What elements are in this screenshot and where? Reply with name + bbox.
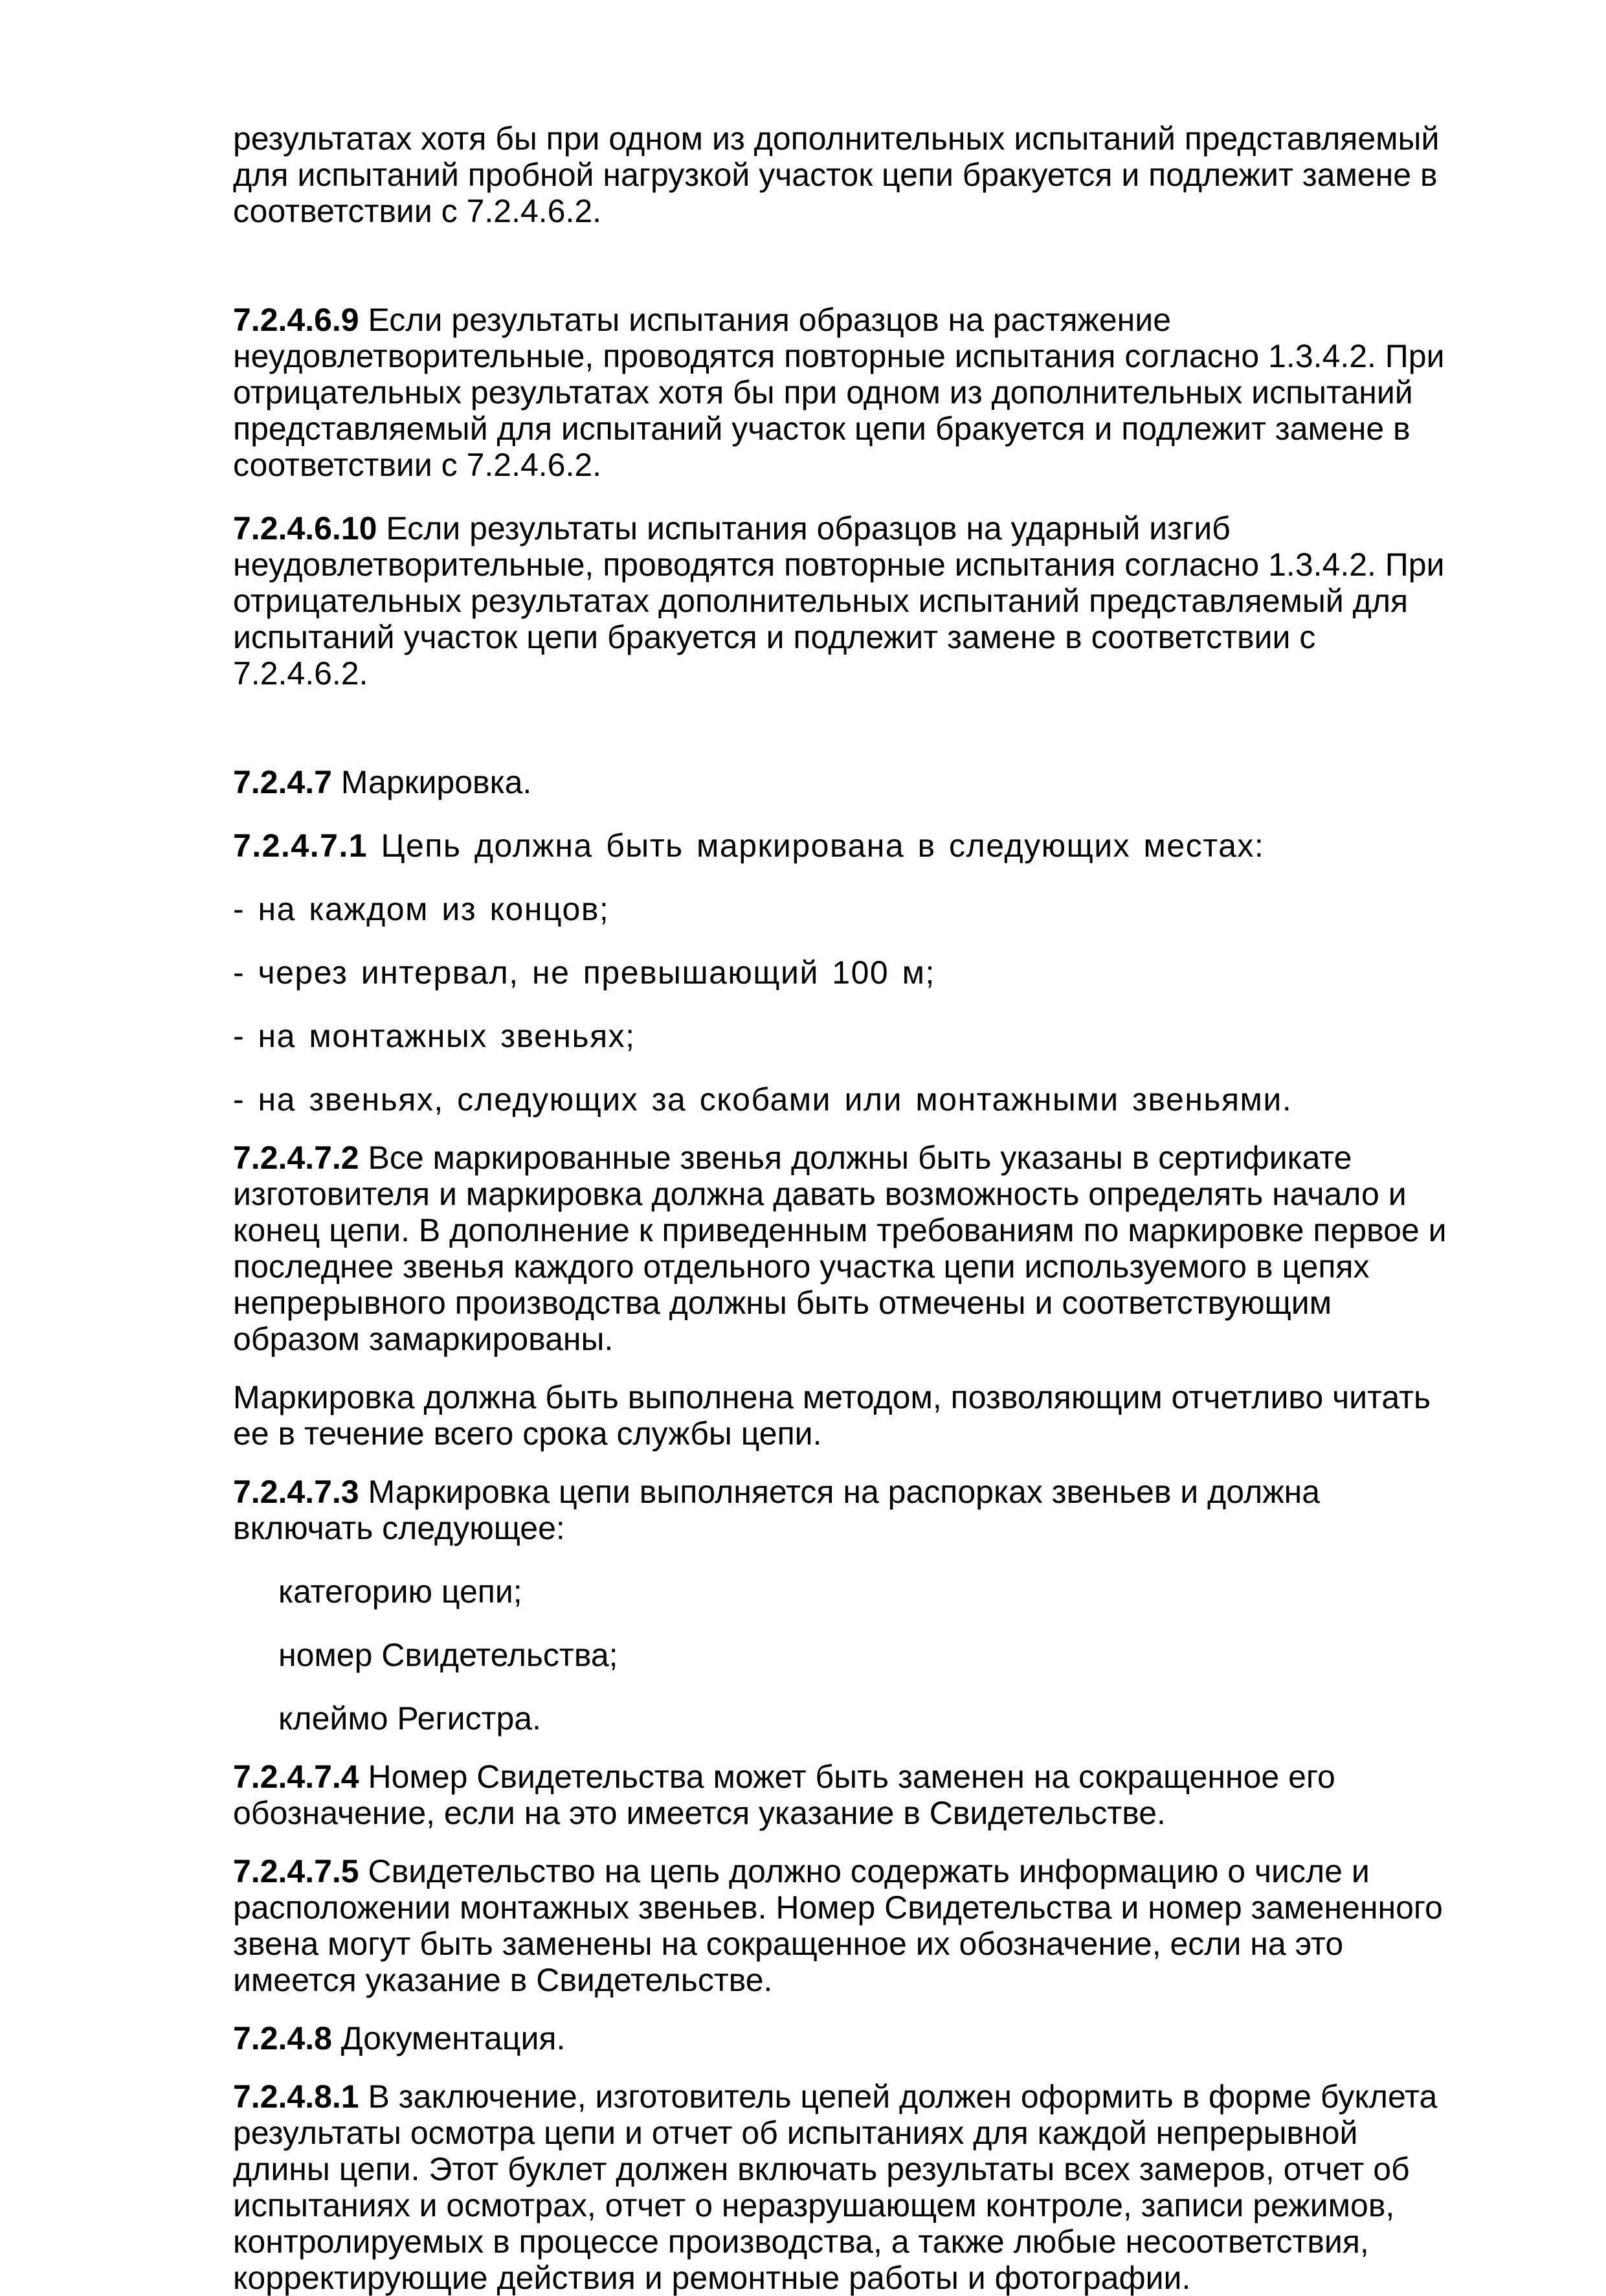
clause-number: 7.2.4.6.10: [233, 510, 377, 546]
heading-7-2-4-7: [233, 764, 1450, 800]
clause-text: Свидетельство на цепь должно содержать информацию о числе и расположении монтажных звеньев. Номер Свидетельства и номер замененного звена могут быть заменены на сокращенное их обозначение, если на это имеется указание в Свидетельстве.: [233, 1853, 1443, 1998]
clause-number: 7.2.4.8.1: [233, 2078, 359, 2115]
clause-7-2-4-7-4: [233, 1759, 1450, 1831]
clause-number: 7.2.4.7.2: [233, 1140, 359, 1176]
clause-7-2-4-6-9: [233, 302, 1450, 483]
clause-text: Все маркированные звенья должны быть указаны в сертификате изготовителя и маркировка должна давать возможность определять начало и конец цепи. В дополнение к приведенным требованиям по маркировке первое и последнее звенья каждого отдельного участка цепи используемого в цепях непрерывного производства должны быть отмечены и соответствующим образом замаркированы.: [233, 1140, 1447, 1357]
clause-text: Цепь должна быть маркирована в следующих местах:: [368, 827, 1265, 864]
clause-7-2-4-7-2: [233, 1140, 1450, 1357]
clause-7-2-4-6-10: [233, 510, 1450, 692]
clause-7-2-4-7-5: [233, 1853, 1450, 1998]
list-item: - на звеньях, следующих за скобами или монтажными звеньями.: [233, 1081, 1293, 1118]
list-item: - через интервал, не превышающий 100 м;: [233, 954, 935, 991]
clause-7-2-4-7-3: [233, 1474, 1450, 1546]
clause-7-2-4-8-1: [233, 2078, 1450, 2296]
list-item: категорию цепи;: [278, 1573, 522, 1610]
clause-text: Если результаты испытания образцов на ударный изгиб неудовлетворительные, проводятся повторные испытания согласно 1.3.4.2. При отрицательных результатах дополнительных испытаний представляемый для испытаний участок цепи бракуется и подлежит замене в соответствии с 7.2.4.6.2.: [233, 510, 1445, 692]
clause-number: 7.2.4.7.3: [233, 1474, 359, 1510]
clause-text: Маркировка.: [331, 764, 532, 800]
clause-7-2-4-7-1: [233, 827, 1450, 864]
clause-text: Если результаты испытания образцов на растяжение неудовлетворительные, проводятся повторные испытания согласно 1.3.4.2. При отрицательных результатах хотя бы при одном из дополнительных испытаний представляемый для испытаний участок цепи бракуется и подлежит замене в соответствии с 7.2.4.6.2.: [233, 302, 1445, 483]
clause-text: Номер Свидетельства может быть заменен на сокращенное его обозначение, если на это имеется указание в Свидетельстве.: [233, 1759, 1335, 1831]
document-page: [233, 120, 1450, 2296]
clause-text: В заключение, изготовитель цепей должен оформить в форме буклета результаты осмотра цепи и отчет об испытаниях для каждой непрерывной длины цепи. Этот буклет должен включать результаты всех замеров, отчет об испытаниях и осмотрах, отчет о неразрушающем контроле, записи режимов, контролируемых в процессе производства, а также любые несоответствия, корректирующие действия и ремонтные работы и фотографии.: [233, 2078, 1438, 2296]
clause-number: 7.2.4.8: [233, 2020, 332, 2056]
clause-number: 7.2.4.7.4: [233, 1759, 359, 1795]
heading-7-2-4-8: [233, 2020, 1450, 2056]
list-item: - на каждом из концов;: [233, 891, 610, 927]
clause-text: Документация.: [331, 2020, 566, 2056]
clause-number: 7.2.4.6.9: [233, 302, 359, 338]
paragraph-continuation: результатах хотя бы при одном из дополнительных испытаний представляемый для испытаний пробной нагрузкой участок цепи бракуется и подлежит замене в соответствии с 7.2.4.6.2.: [233, 120, 1440, 229]
clause-number: 7.2.4.7.1: [233, 827, 368, 864]
clause-number: 7.2.4.7: [233, 764, 332, 800]
clause-number: 7.2.4.7.5: [233, 1853, 359, 1889]
list-item: клеймо Регистра.: [278, 1700, 541, 1737]
list-item: - на монтажных звеньях;: [233, 1018, 636, 1054]
paragraph-marking-method: Маркировка должна быть выполнена методом, позволяющим отчетливо читать ее в течение всего срока службы цепи.: [233, 1379, 1431, 1452]
clause-text: Маркировка цепи выполняется на распорках звеньев и должна включать следующее:: [233, 1474, 1321, 1546]
list-item: номер Свидетельства;: [278, 1637, 618, 1673]
